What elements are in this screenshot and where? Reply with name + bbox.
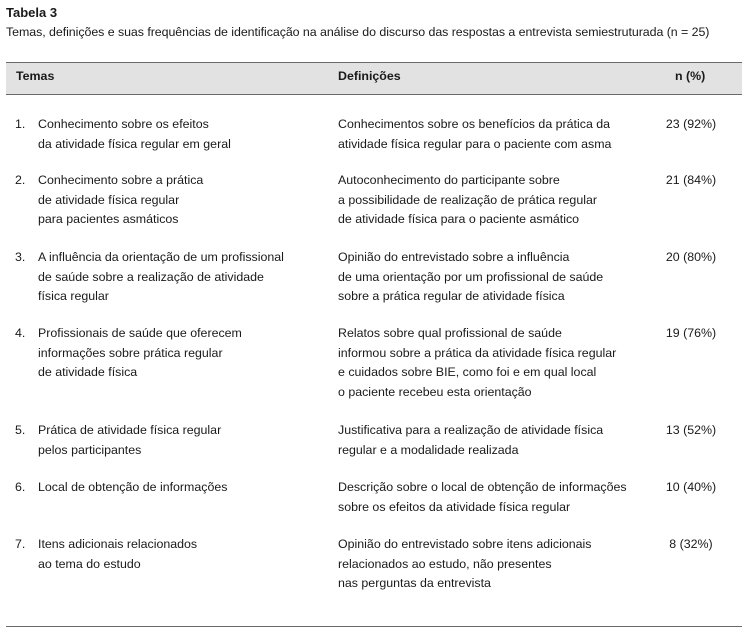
definition-cell: Relatos sobre qual profissional de saúde informou sobre a prática da atividade física regular e cuidados sobre BIE, como foi e em qual local o paciente recebeu esta orientação <box>338 326 617 399</box>
frequency-cell: 20 (80%) <box>665 250 717 264</box>
theme-cell: Profissionais de saúde que oferecem informações sobre prática regular de atividade física <box>38 326 242 380</box>
frequency-cell: 19 (76%) <box>665 326 717 340</box>
definition-cell: Conhecimentos sobre os benefícios da prática da atividade física regular para o paciente com asma <box>338 117 612 151</box>
theme-cell: Prática de atividade física regular pelos participantes <box>38 423 222 457</box>
definition-cell: Justificativa para a realização de atividade física regular e a modalidade realizada <box>338 423 604 457</box>
frequency-cell: 21 (84%) <box>665 173 717 187</box>
row-number: 4. <box>15 326 26 340</box>
theme-cell: Itens adicionais relacionados ao tema do estudo <box>38 537 198 571</box>
theme-cell: Local de obtenção de informações <box>38 480 228 494</box>
theme-cell: Conhecimento sobre a prática de atividade física regular para pacientes asmáticos <box>38 173 204 227</box>
theme-cell: Conhecimento sobre os efeitos da atividade física regular em geral <box>38 117 231 151</box>
table-bottom-rule <box>6 626 742 627</box>
row-number: 5. <box>15 423 26 437</box>
frequency-cell: 13 (52%) <box>665 423 717 437</box>
definition-cell: Descrição sobre o local de obtenção de informações sobre os efeitos da atividade física regular <box>338 480 627 514</box>
frequency-cell: 23 (92%) <box>665 117 717 131</box>
row-number: 2. <box>15 173 26 187</box>
definition-cell: Opinião do entrevistado sobre a influência de uma orientação por um profissional de saúde sobre a prática regular de atividade física <box>338 250 604 304</box>
header-n: n (%) <box>675 69 706 83</box>
theme-cell: A influência da orientação de um profissional de saúde sobre a realização de atividade física regular <box>38 250 284 304</box>
row-number: 1. <box>15 117 26 131</box>
frequency-cell: 10 (40%) <box>665 480 717 494</box>
row-number: 7. <box>15 537 26 551</box>
definition-cell: Opinião do entrevistado sobre itens adicionais relacionados ao estudo, não presentes nas perguntas da entrevista <box>338 537 592 591</box>
row-number: 3. <box>15 250 26 264</box>
row-number: 6. <box>15 480 26 494</box>
table-caption: Temas, definições e suas frequências de identificação na análise do discurso das respostas a entrevista semiestruturada (n = 25) <box>6 25 710 39</box>
definition-cell: Autoconhecimento do participante sobre a possibilidade de realização de prática regular de atividade física para o paciente asmático <box>338 173 597 227</box>
frequency-cell: 8 (32%) <box>669 537 713 551</box>
header-definicoes: Definições <box>338 69 401 83</box>
header-temas: Temas <box>16 69 55 83</box>
table-caption-title: Tabela 3 <box>6 5 58 20</box>
